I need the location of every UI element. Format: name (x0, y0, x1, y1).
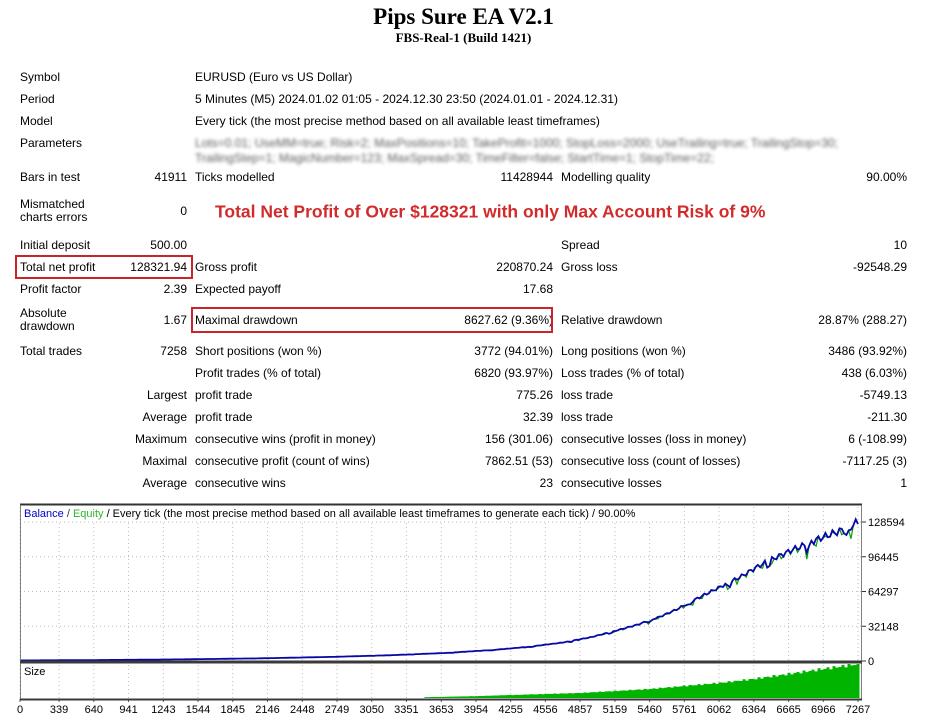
report-row (20, 256, 907, 278)
y-axis-label: 32148 (868, 621, 899, 634)
x-axis-label: 2448 (290, 704, 315, 716)
report-cell-value: Maximal (142, 453, 187, 468)
report-row (20, 66, 907, 88)
report-cell-value: 3486 (93.92%) (828, 343, 907, 358)
x-axis-label: 6665 (776, 704, 801, 716)
report-row (20, 188, 907, 234)
report-cell-value: 6820 (93.97%) (474, 365, 553, 380)
report-row (20, 132, 907, 166)
report-cell-value: 500.00 (150, 237, 187, 252)
report-cell-value: 7862.51 (53) (484, 453, 553, 468)
x-axis-label: 4857 (567, 704, 593, 716)
report-cell-label: Gross profit (195, 259, 258, 274)
chart-legend: Balance / Equity / Every tick (the most precise method based on all available least timeframes to generate each tick) / 90.00% (24, 508, 636, 520)
x-axis-label: 3954 (463, 704, 489, 716)
x-axis-label: 3653 (429, 704, 454, 716)
report-cell-label: Absolute drawdown (20, 306, 75, 333)
x-axis-label: 339 (49, 704, 69, 716)
x-axis-label: 2749 (324, 704, 350, 716)
report-cell-value: 8627.62 (9.36%) (464, 312, 553, 327)
report-cell-label: consecutive profit (count of wins) (195, 453, 370, 468)
report-cell-value: 2.39 (163, 281, 187, 296)
report-cell-value: 438 (6.03%) (841, 365, 907, 380)
report-cell-label: consecutive losses (loss in money) (561, 431, 747, 446)
report-cell-value: -5749.13 (859, 387, 907, 402)
x-axis-label: 1243 (151, 704, 176, 716)
report-cell-value: -92548.29 (852, 259, 907, 274)
report-row (20, 450, 907, 472)
x-axis-label: 3050 (359, 704, 384, 716)
report-cell-value: 0 (180, 203, 187, 218)
x-axis-label: 1544 (185, 704, 211, 716)
report-cell-value: EURUSD (Euro vs US Dollar) (195, 70, 353, 84)
report-cell-label: Relative drawdown (561, 312, 663, 327)
x-axis-label: 4556 (533, 704, 558, 716)
report-cell-label: profit trade (195, 409, 253, 424)
report-row (20, 428, 907, 450)
report-cell-label: consecutive loss (count of losses) (561, 453, 741, 468)
x-axis-label: 0 (16, 704, 24, 716)
report-cell-value: 28.87% (288.27) (818, 312, 907, 327)
report-cell-label: Ticks modelled (195, 169, 275, 184)
report-cell-label: profit trade (195, 387, 253, 402)
report-cell-value: 3772 (94.01%) (474, 343, 553, 358)
y-axis-label: 96445 (868, 551, 899, 564)
report-cell-value: Maximum (134, 431, 187, 446)
report-cell-value: 90.00% (866, 169, 907, 184)
report-cell-label: Profit factor (20, 281, 82, 296)
report-cell-value: 1.67 (163, 312, 187, 327)
x-axis-label: 6364 (741, 704, 767, 716)
report-cell-label: consecutive wins (195, 475, 286, 490)
x-axis-label: 5460 (637, 704, 662, 716)
report-cell-value: 41911 (154, 169, 187, 184)
report-row (20, 234, 907, 256)
report-cell-label: Period (20, 92, 55, 106)
report-cell-value: Largest (146, 387, 187, 402)
report-row (20, 300, 907, 340)
report-cell-label: Total net profit (20, 259, 96, 274)
report-cell-label: Modelling quality (561, 169, 651, 184)
y-axis-label: 64297 (868, 586, 899, 599)
report-cell-value: 23 (539, 475, 553, 490)
report-cell-label: Symbol (20, 70, 61, 84)
x-axis-label: 640 (84, 704, 103, 716)
report-cell-label: Long positions (won %) (561, 343, 686, 358)
x-axis-label: 5761 (672, 704, 697, 716)
report-cell-label: Maximal drawdown (195, 312, 298, 327)
report-cell-value: 17.68 (522, 281, 553, 296)
report-cell-value: 775.26 (516, 387, 553, 402)
report-cell-value: -211.30 (867, 409, 907, 424)
report-cell-label: Parameters (20, 136, 83, 150)
report-cell-label: Bars in test (20, 169, 81, 184)
report-row (20, 166, 907, 188)
report-cell-label: loss trade (561, 387, 614, 402)
report-cell-label: Profit trades (% of total) (195, 365, 322, 380)
report-cell-label: Model (20, 114, 53, 128)
promo-annotation: Total Net Profit of Over $128321 with only Max Account Risk of 9% (215, 201, 766, 222)
report-cell-label: Loss trades (% of total) (561, 365, 685, 380)
report-cell-value: Average (142, 409, 187, 424)
report-cell-label: Expected payoff (195, 281, 281, 296)
report-cell-label: Short positions (won %) (195, 343, 322, 358)
report-cell-label: consecutive wins (profit in money) (195, 431, 376, 446)
x-axis-label: 2146 (255, 704, 280, 716)
report-cell-value: 7258 (160, 343, 187, 358)
report-row (20, 88, 907, 110)
report-row (20, 278, 907, 300)
report-cell-value: 156 (301.06) (484, 431, 553, 446)
size-panel-label: Size (24, 666, 46, 678)
report-cell-value: 220870.24 (496, 259, 553, 274)
x-axis-label: 6966 (811, 704, 836, 716)
report-cell-value: 32.39 (522, 409, 553, 424)
page-title: Pips Sure EA V2.1 (373, 4, 554, 29)
report-cell-label: Total trades (20, 343, 83, 358)
report-row (20, 384, 907, 406)
report-row (20, 362, 907, 384)
report-cell-label: loss trade (561, 409, 614, 424)
report-cell-value: 5 Minutes (M5) 2024.01.02 01:05 - 2024.12.30 23:50 (2024.01.01 - 2024.12.31) (195, 92, 618, 106)
report-cell-label: Spread (561, 237, 600, 252)
x-axis-label: 5159 (602, 704, 628, 716)
y-axis-label: 128594 (868, 517, 905, 529)
report-cell-value: 1 (900, 475, 907, 490)
x-axis-label: 1845 (220, 704, 245, 716)
results-table (20, 66, 907, 494)
report-cell-value: -7117.25 (3) (842, 453, 907, 468)
report-cell-label: Mismatched charts errors (20, 197, 88, 224)
report-cell-value: 6 (-108.99) (848, 431, 907, 446)
report-row (20, 340, 907, 362)
report-cell-label: Gross loss (561, 259, 618, 274)
report-cell-value: 10 (893, 237, 907, 252)
report-cell-value: 128321.94 (130, 259, 187, 274)
report-row (20, 110, 907, 132)
x-axis-label: 4255 (498, 704, 523, 716)
x-axis-label: 7267 (845, 704, 871, 716)
y-axis-label: 0 (868, 656, 875, 668)
report-row (20, 472, 907, 494)
server-build-subtitle: FBS-Real-1 (Build 1421) (395, 30, 532, 45)
x-axis-label: 941 (119, 704, 138, 716)
report-cell-value: Average (142, 475, 187, 490)
report-cell-value: Every tick (the most precise method based on all available least timeframes) (195, 114, 600, 128)
x-axis-label: 3351 (394, 704, 419, 716)
report-cell-value-obscured: Lots=0.01; UseMM=true; Risk=2; MaxPositions=10; TakeProfit=1000; StopLoss=2000; UseTrailing=true; TrailingStop=30; TrailingStep=1; MagicNumber=123; MaxSpread=30; TimeFilter=false; StartTime=1; StopTime=22; (195, 136, 839, 165)
balance-equity-chart (0, 500, 927, 726)
report-cell-label: consecutive losses (561, 475, 662, 490)
report-row (20, 406, 907, 428)
x-axis-label: 6062 (706, 704, 732, 716)
report-cell-label: Initial deposit (20, 237, 91, 252)
report-header (0, 4, 927, 46)
report-cell-value: 11428944 (500, 169, 553, 184)
